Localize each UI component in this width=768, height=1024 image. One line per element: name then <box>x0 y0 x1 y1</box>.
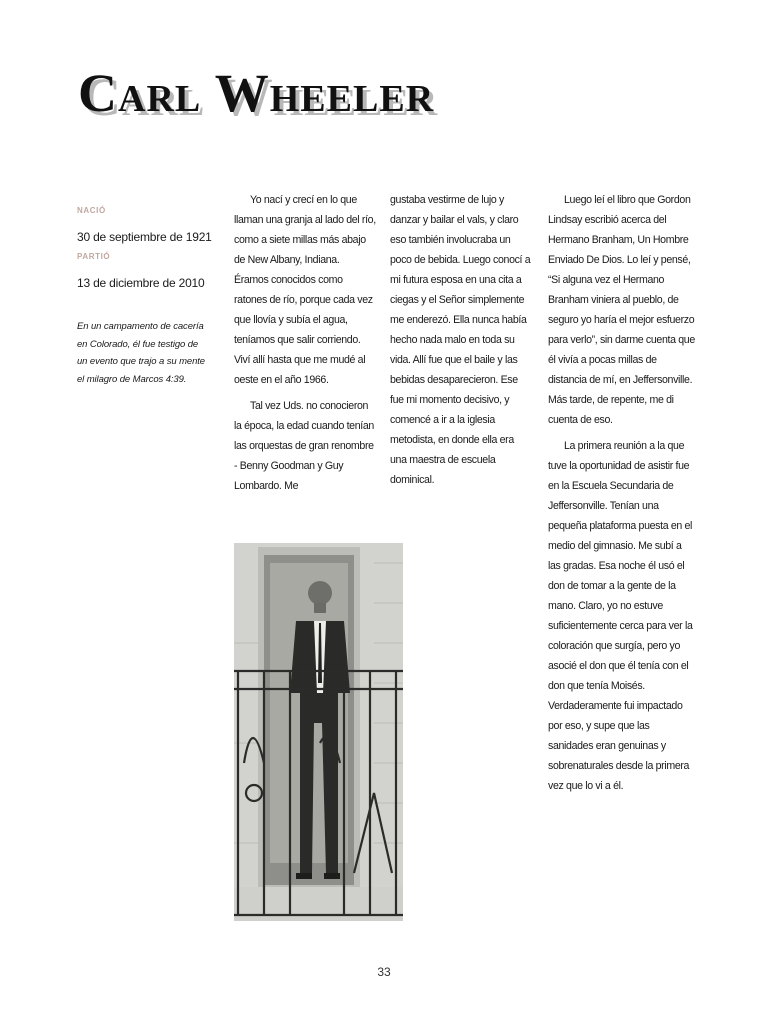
body-column-1 <box>234 190 376 496</box>
born-label: NACIÓ <box>77 206 106 215</box>
body-paragraph: Luego leí el libro que Gordon Lindsay escribió acerca del Hermano Branham, Un Hombre Enviado De Dios. Lo leí y pensé, “Si alguna vez el Hermano Branham viniera al pueblo, de seguro yo haría el mejor esfuerzo para verlo”, sin darme cuenta que él vivía a pocas millas de distancia de mí, en Jeffersonville. Más tarde, de repente, me di cuenta de eso. <box>548 194 695 426</box>
died-label: PARTIÓ <box>77 252 111 261</box>
born-date: 30 de septiembre de 1921 <box>77 230 212 244</box>
body-column-2 <box>390 190 532 490</box>
page-title: Carl Wheeler <box>78 63 435 123</box>
body-paragraph: gustaba vestirme de lujo y danzar y bailar el vals, y claro eso también involucraba un poco de bebida. Luego conocí a mi futura esposa en una cita a ciegas y el Señor simplemente me enderezó. Ella nunca había hecho nada malo en toda su vida. Allí fue que el baile y las bebidas desaparecieron. Ese fue mi momento decisivo, y comencé a ir a la iglesia metodista, en donde ella era una maestra de escuela dominical. <box>390 194 531 486</box>
body-paragraph: Yo nací y crecí en lo que llaman una granja al lado del río, como a siete millas más abajo de New Albany, Indiana. Éramos conocidos como ratones de río, porque cada vez que llovía y subía el agua, teníamos que salir corriendo. Viví allí hasta que me mudé al oeste en el año 1966. <box>234 194 376 386</box>
body-paragraph: Tal vez Uds. no conocieron la época, la edad cuando tenían las orquestas de gran renombre - Benny Goodman y Guy Lombardo. Me <box>234 400 374 492</box>
page-number: 33 <box>377 965 391 979</box>
died-date: 13 de diciembre de 2010 <box>77 276 205 290</box>
body-column-3 <box>548 190 696 796</box>
portrait-photo <box>234 543 403 921</box>
portrait-photo-illustration <box>234 543 403 921</box>
photo-caption: En un campamento de cacería en Colorado, él fue testigo de un evento que trajo a su mente el milagro de Marcos 4:39. <box>77 321 205 385</box>
body-paragraph: La primera reunión a la que tuve la oportunidad de asistir fue en la Escuela Secundaria de Jeffersonville. Tenían una pequeña plataforma puesta en el medio del gimnasio. Me subí a las gradas. Esa noche él usó el don de tomar a la gente de la mano. Claro, yo no estuve suficientemente cerca para ver la coloración que surgía, pero yo asocié el don que él tenía con el don que tenía Moisés. Verdaderamente fui impactado por eso, y supe que las sanidades eran genuinas y sobrenaturales desde la primera vez que lo vi a él. <box>548 440 693 792</box>
